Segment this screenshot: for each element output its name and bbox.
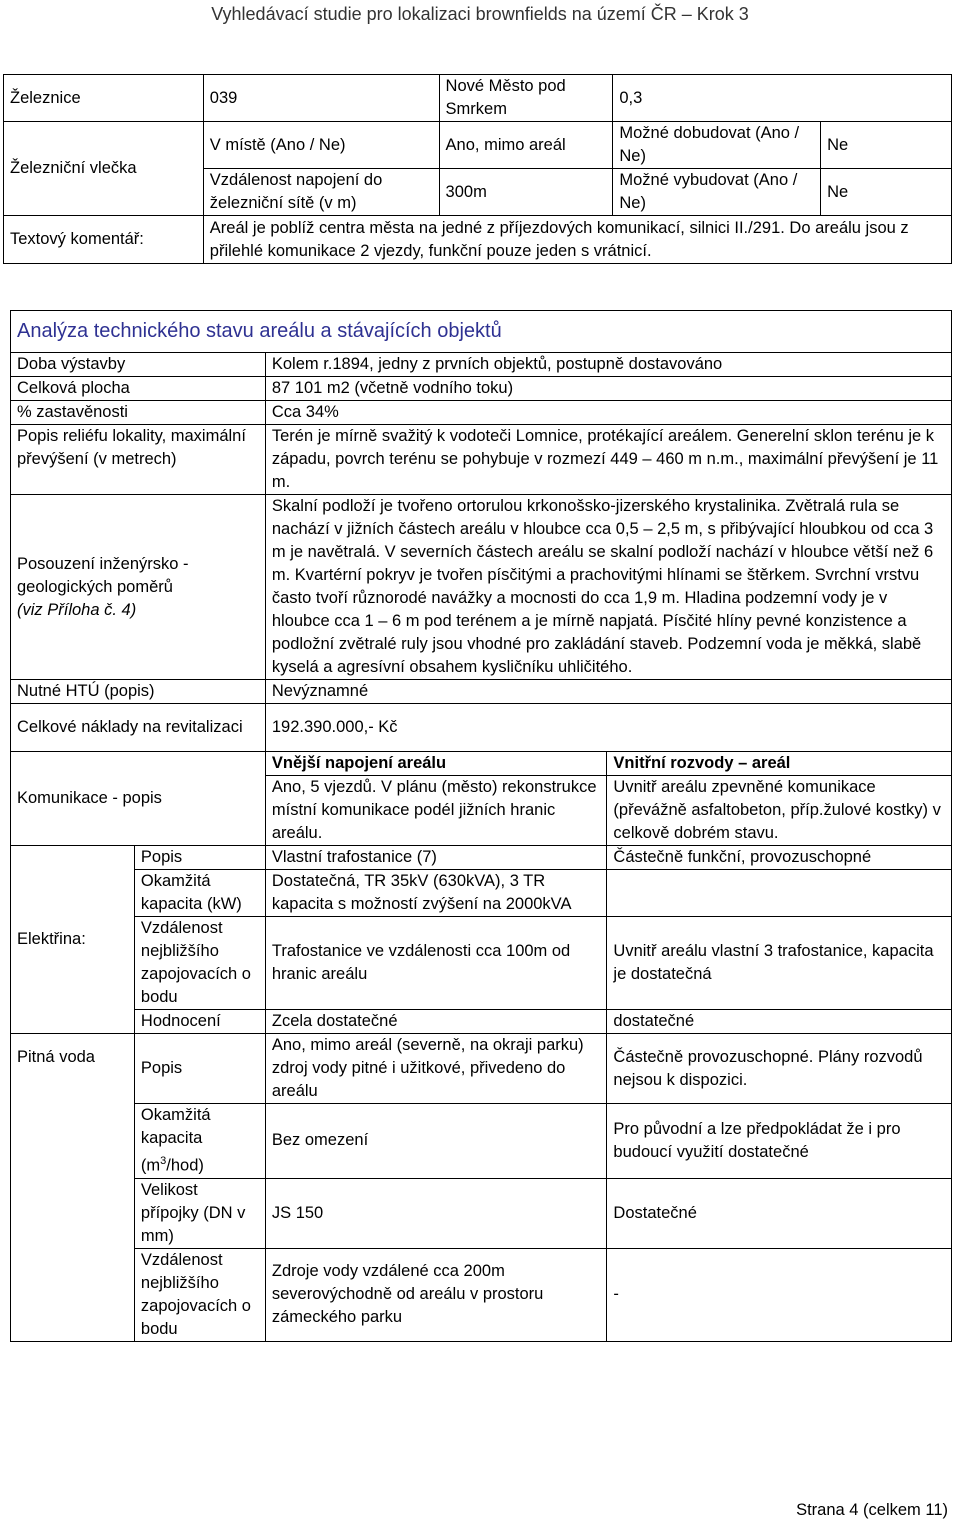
el-popis-vnitrni: Částečně funkční, provozuschopné bbox=[607, 846, 952, 870]
v-miste-value: Ano, mimo areál bbox=[439, 122, 613, 169]
komentar-label: Textový komentář: bbox=[4, 216, 204, 264]
distance-value: 0,3 bbox=[613, 75, 952, 122]
el-vzdalenost-vnitrni: Uvnitř areálu vlastní 3 trafostanice, kapacita je dostatečná bbox=[607, 917, 952, 1010]
vnitrni-header: Vnitřní rozvody – areál bbox=[607, 752, 952, 776]
zeleznice-label: Železnice bbox=[4, 75, 204, 122]
el-vzdalenost-label: Vzdálenost nejbližšího zapojovacích o bodu bbox=[134, 917, 265, 1010]
doba-label: Doba výstavby bbox=[11, 353, 266, 377]
el-hodnoceni-label: Hodnocení bbox=[134, 1010, 265, 1034]
plocha-label: Celková plocha bbox=[11, 377, 266, 401]
el-vzdalenost-vnejsi: Trafostanice ve vzdálenosti cca 100m od hranic areálu bbox=[265, 917, 607, 1010]
voda-pripojka-vnejsi: JS 150 bbox=[265, 1178, 607, 1248]
komunikace-label: Komunikace - popis bbox=[11, 752, 266, 846]
station-value: Nové Město pod Smrkem bbox=[439, 75, 613, 122]
relief-label: Popis reliéfu lokality, maximální převýšení (v metrech) bbox=[11, 425, 266, 495]
voda-vzdalenost-vnejsi: Zdroje vody vzdálené cca 200m severovýchodně od areálu v prostoru zámeckého parku bbox=[265, 1248, 607, 1341]
voda-popis-vnitrni: Částečně provozuschopné. Plány rozvodů nejsou k dispozici. bbox=[607, 1034, 952, 1104]
v-miste-label: V místě (Ano / Ne) bbox=[203, 122, 439, 169]
plocha-value: 87 101 m2 (včetně vodního toku) bbox=[265, 377, 951, 401]
relief-value: Terén je mírně svažitý k vodoteči Lomnice, protékající areálem. Generelní sklon terénu je k západu, povrch terénu se pohybuje v rozmezí 449 – 460 m n.m., maximální převýšení je 11 m. bbox=[265, 425, 951, 495]
geo-value: Skalní podloží je tvořeno ortorulou krkonošsko-jizerského krystalinika. Zvětralá rula se nachází v jižních částech areálu v hloubce cca 0,5 – 2,5 m, s přibývající hloubkou od cca 3 m je navětralá. V severních částech areálu se skalní podloží nachází v hloubce větší než 6 m. Kvartérní pokryv je tvořen písčitými a prachovitými hlínami se štěrkem. Svrchní vrstvu často tvoří různorodé navážky a mocnosti do cca 1,9 m. Hladina podzemní vody je v hloubce cca 1 – 6 m pod terénem a je mírně napjatá. Písčité hlíny pevné konzistence a podložní zvětralé ruly jsou vhodné pro zakládání staveb. Podzemní voda je měkká, slabě kyselá a agresívní obsahem kysličníku uhličitého. bbox=[265, 495, 951, 680]
naklady-label: Celkové náklady na revitalizaci bbox=[11, 704, 266, 752]
railway-table bbox=[3, 74, 952, 264]
komunikace-vnitrni: Uvnitř areálu zpevněné komunikace (převážně asfaltobeton, příp.žulové kostky) v celkově dobrém stavu. bbox=[607, 776, 952, 846]
htu-value: Nevýznamné bbox=[265, 680, 951, 704]
zastavenost-value: Cca 34% bbox=[265, 401, 951, 425]
voda-label: Pitná voda bbox=[11, 1034, 135, 1342]
naklady-value: 192.390.000,- Kč bbox=[265, 704, 951, 752]
voda-popis-vnejsi: Ano, mimo areál (severně, na okraji parku) zdroj vody pitné i užitkové, přivedeno do areálu bbox=[265, 1034, 607, 1104]
el-popis-vnejsi: Vlastní trafostanice (7) bbox=[265, 846, 607, 870]
voda-vzdalenost-vnitrni: - bbox=[607, 1248, 952, 1341]
geo-label-ref: (viz Příloha č. 4) bbox=[17, 600, 137, 619]
el-hodnoceni-vnejsi: Zcela dostatečné bbox=[265, 1010, 607, 1034]
voda-kapacita-vnejsi: Bez omezení bbox=[265, 1104, 607, 1179]
htu-label: Nutné HTÚ (popis) bbox=[11, 680, 266, 704]
voda-kapacita-label: Okamžitá kapacita $(m^3/hod)$ bbox=[134, 1104, 265, 1179]
el-kapacita-vnejsi: Dostatečná, TR 35kV (630kVA), 3 TR kapacita s možností zvýšení na 2000kVA bbox=[265, 870, 607, 917]
page-header: Vyhledávací studie pro lokalizaci brownfields na území ČR – Krok 3 bbox=[211, 4, 749, 24]
voda-vzdalenost-label: Vzdálenost nejbližšího zapojovacích o bodu bbox=[134, 1248, 265, 1341]
vzdalenost-label: Vzdálenost napojení do železniční sítě (v m) bbox=[203, 169, 439, 216]
zeleznice-value: 039 bbox=[203, 75, 439, 122]
technical-analysis-table bbox=[10, 310, 952, 1342]
el-popis-label: Popis bbox=[134, 846, 265, 870]
elektrina-label: Elektřina: bbox=[11, 846, 135, 1034]
vzdalenost-value: 300m bbox=[439, 169, 613, 216]
komentar-value: Areál je poblíž centra města na jedné z příjezdových komunikací, silnici II./291. Do areálu jsou z přilehlé komunikace 2 vjezdy, funkční pouze jeden s vrátnicí. bbox=[203, 216, 951, 264]
section-title: Analýza technického stavu areálu a stávajících objektů bbox=[11, 311, 952, 353]
voda-kapacita-vnitrni: Pro původní a lze předpokládat že i pro budoucí využití dostatečné bbox=[607, 1104, 952, 1179]
zastavenost-label: % zastavěnosti bbox=[11, 401, 266, 425]
mozne-vybudovat-label: Možné vybudovat (Ano / Ne) bbox=[613, 169, 821, 216]
geo-label bbox=[11, 495, 266, 680]
voda-pripojka-label: Velikost přípojky (DN v mm) bbox=[134, 1178, 265, 1248]
el-kapacita-vnitrni bbox=[607, 870, 952, 917]
el-hodnoceni-vnitrni: dostatečné bbox=[607, 1010, 952, 1034]
mozne-dobudovat-value: Ne bbox=[821, 122, 952, 169]
geo-label-text: Posouzení inženýrsko - geologických poměrů bbox=[17, 554, 189, 596]
el-kapacita-label: Okamžitá kapacita (kW) bbox=[134, 870, 265, 917]
doba-value: Kolem r.1894, jedny z prvních objektů, postupně dostavováno bbox=[265, 353, 951, 377]
vnejsi-header: Vnější napojení areálu bbox=[265, 752, 607, 776]
voda-popis-label: Popis bbox=[134, 1034, 265, 1104]
komunikace-vnejsi: Ano, 5 vjezdů. V plánu (město) rekonstrukce místní komunikace podél jižních hranic areálu. bbox=[265, 776, 607, 846]
mozne-vybudovat-value: Ne bbox=[821, 169, 952, 216]
vlecka-label: Železniční vlečka bbox=[4, 122, 204, 216]
voda-pripojka-vnitrni: Dostatečné bbox=[607, 1178, 952, 1248]
page-footer: Strana 4 (celkem 11) bbox=[796, 1501, 948, 1519]
mozne-dobudovat-label: Možné dobudovat (Ano / Ne) bbox=[613, 122, 821, 169]
